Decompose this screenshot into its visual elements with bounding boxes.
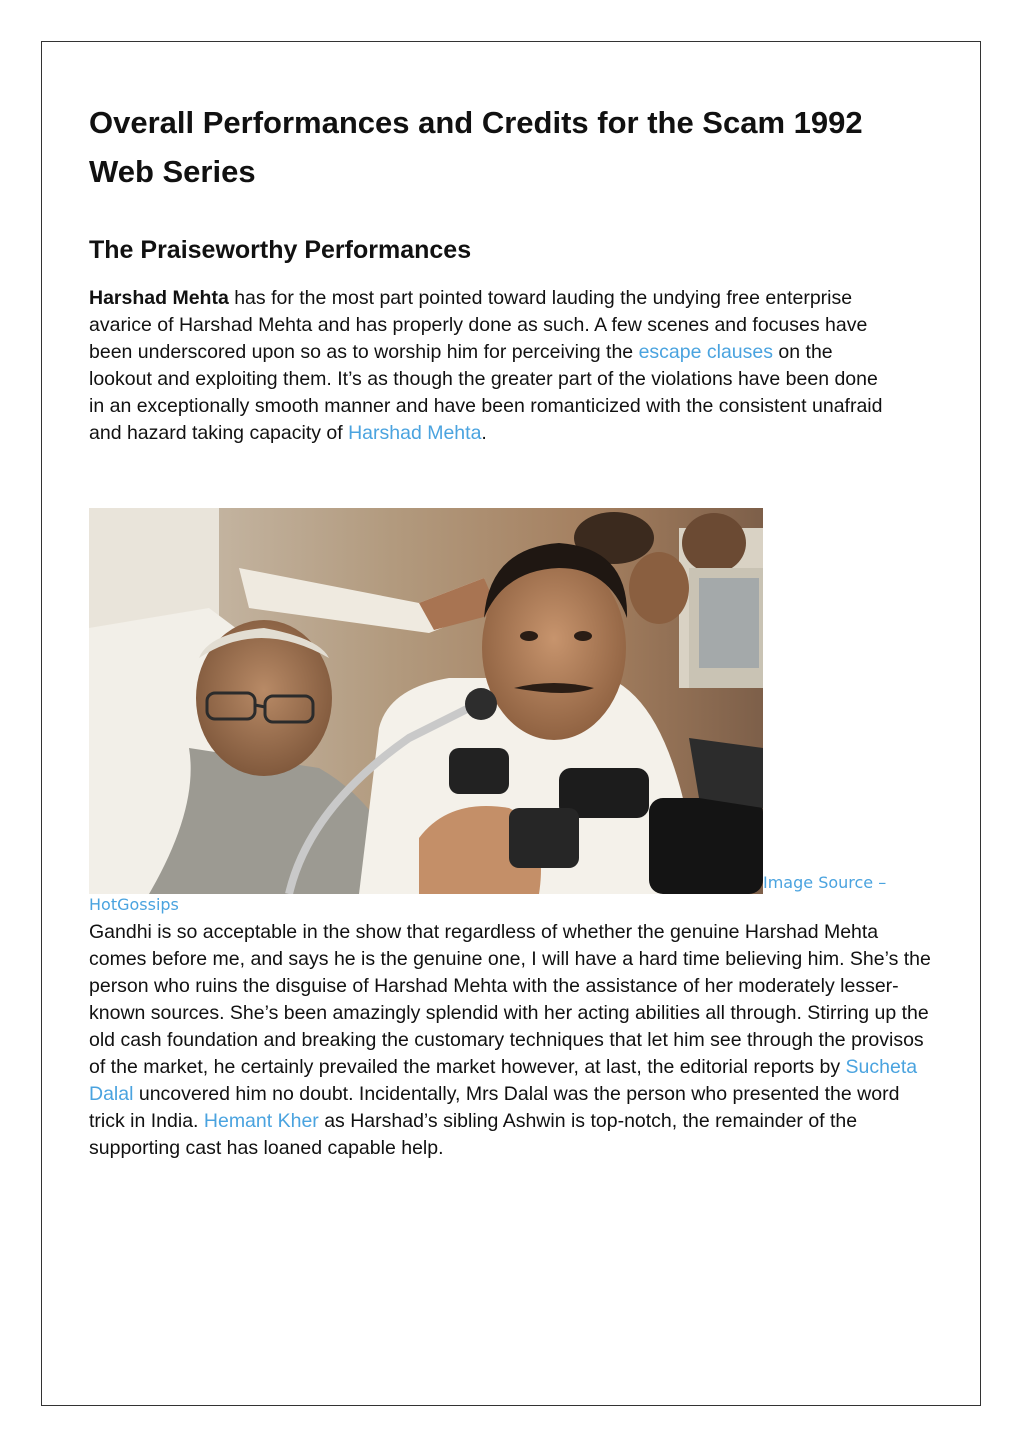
paragraph-text: has for the most part pointed toward lauding the undying free enterprise avarice of Harshad Mehta and has properly done as such. A few scenes and focuses have been underscored upon so as to worship him for perceiving the (89, 287, 868, 363)
paragraph-gandhi (89, 919, 931, 1162)
paragraph-harshad-mehta (89, 285, 889, 447)
article-figure (89, 508, 931, 916)
paragraph-text: uncovered him no doubt. Incidentally, Mrs Dalal was the person who presented the word trick in India. (89, 1083, 900, 1132)
paragraph-text: as Harshad’s sibling Ashwin is top-notch, the remainder of the supporting cast has loaned capable help. (89, 1110, 858, 1159)
section-heading: The Praiseworthy Performances (89, 236, 472, 264)
harshad-mehta-link[interactable]: Harshad Mehta (348, 422, 482, 444)
paragraph-text: . (481, 422, 487, 444)
page-frame (41, 41, 981, 1406)
paragraph-text: on the lookout and exploiting them. It’s as though the greater part of the violations have been done in an exceptionally smooth manner and have been romanticized with the consistent unafraid and hazard taking capacity of (89, 341, 883, 444)
escape-clauses-link[interactable]: escape clauses (638, 341, 773, 363)
paragraph-lead-bold: Harshad Mehta (89, 287, 229, 309)
hotgossips-link[interactable]: HotGossips (89, 895, 179, 914)
page-title: Overall Performances and Credits for the Scam 1992 Web Series (89, 105, 863, 189)
hemant-kher-link[interactable]: Hemant Kher (203, 1110, 319, 1132)
article-content (89, 98, 931, 1159)
paragraph-text: Gandhi is so acceptable in the show that regardless of whether the genuine Harshad Mehta comes before me, and says he is the genuine one, I will have a hard time believing him. She’s the person who ruins the disguise of Harshad Mehta with the assistance of her moderately lesser-known sources. She’s been amazingly splendid with her acting abilities all through. Stirring up the old cash foundation and breaking the customary techniques that let him see through the provisos of the market, he certainly prevailed the market however, at last, the editorial reports by (89, 921, 931, 1078)
sucheta-dalal-link[interactable]: Sucheta Dalal (89, 1056, 918, 1105)
press-conference-photo (89, 508, 763, 894)
caption-line-1: Image Source – (763, 873, 887, 892)
